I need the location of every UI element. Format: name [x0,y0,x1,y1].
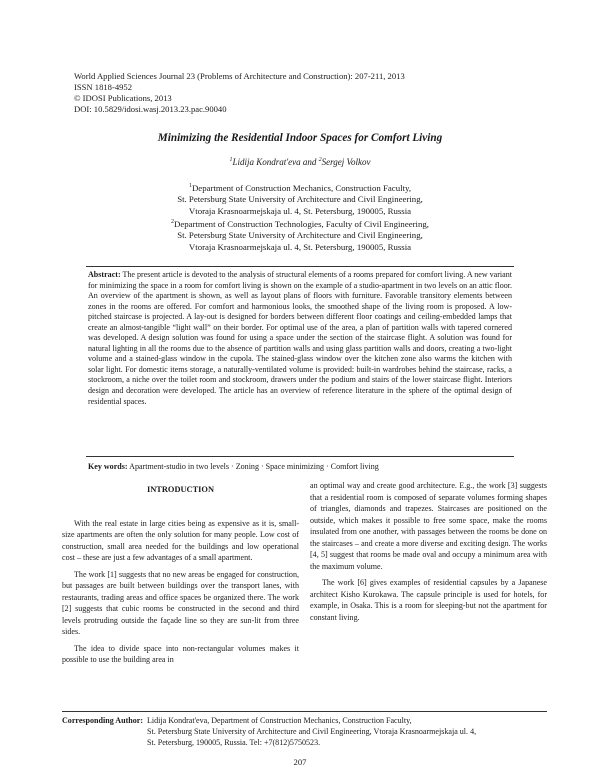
left-column [62,480,299,666]
affil1-dept: Department of Construction Mechanics, Construction Faculty, [191,182,412,193]
author2-name: Sergej Volkov [321,157,371,167]
journal-copyright: © IDOSI Publications, 2013 [74,93,172,103]
journal-citation: World Applied Sciences Journal 23 (Problems of Architecture and Construction): 207-211, 2013 [74,71,405,81]
right-column [310,480,547,623]
intro-paragraph-3: The idea to divide space into non-rectangular volumes makes it possible to use the building area in [62,643,299,664]
intro-heading: INTRODUCTION [146,485,214,494]
abstract-text: The present article is devoted to the analysis of structural elements of a rooms prepared for comfort living. A new variant for minimizing the space in a room for comfort living is shown on the example of a studio-apartment in two levels on an attic floor. An overview of the apartment is shown, as well as layout plans of floors with furniture. Favorable transitory elements between zones in the rooms are offered. For comfort and harmonious looks, the smoothed shape of the living room is proposed. A low-pitched staircase is projected. A lay-out is designed for borders between different floor coatings and ceiling-embedded lamps that create an almost-tangible “light wall” on their border. For optimal use of the area, a plan of partition walls with tapered cornered was developed. A design solution was found for using a space under the section of the staircase flight. A solution was found for natural lighting in all the rooms due to the absence of partition walls and using glass partition walls and doors, creating a two-light volume and a stained-glass window in the cupola. The stained-glass window over the kitchen zone also warms the kitchen with solar light. For domestic items storage, a naturally-ventilated volume is provided: built-in wardrobes behind the staircase, racks, a stockroom, a niche over the toilet room and stockroom, drawers under the podium and stairs of the lower staircase flight. Interiors design and decoration were developed. The article has an overview of reference literature in the sphere of the optimal design of residential spaces. [88,270,512,406]
affil2-line2: St. Petersburg State University of Architecture and Civil Engineering, [177,230,423,241]
keywords [88,462,512,473]
intro-paragraph-5: The work [6] gives examples of residential capsules by a Japanese architect Kisho Kurokawa. The capsule principle is used for hotels, for example, in Osaka. This is a room for sleeping-but not the apartment for constant living. [310,578,547,622]
affil1-mark: 1 [188,183,192,189]
intro-paragraph-1: With the real estate in large cities being as expensive as it is, small-size apartments are often the only solution for many people. Low cost of construction, small area needed for the buildings and low operational cost – these are just a few advantages of a small apartment. [62,518,299,562]
abstract-top-rule [86,266,514,267]
affil1-line2: St. Petersburg State University of Architecture and Civil Engineering, [177,194,423,205]
corresponding-line1: Lidija Kondrat'eva, Department of Construction Mechanics, Construction Faculty, [147,716,412,725]
intro-paragraph-4: an optimal way and create good architecture. E.g., the work [3] suggests that a residential room is composed of separate volumes forming shapes of triangles, diamonds and trapezes. Staircases are positioned on the outside, which makes it possible to free some space, make the rooms insulated from one another, with passages between the rooms be done on the staircases – and create a more diverse and exciting design. The works [4, 5] suggest that rooms be made oval and occupy a minimum area with the maximum volume. [310,481,547,571]
author2-affil-mark: 2 [318,157,322,163]
journal-doi: DOI: 10.5829/idosi.wasj.2013.23.pac.90040 [74,104,227,114]
corresponding-line2: St. Petersburg State University of Architecture and Civil Engineering, Vtoraja Krasnoarmejskaja ul. 4, [147,726,477,736]
affil1-line1 [0,181,600,194]
footnote-rule [62,711,547,712]
keywords-text: Apartment-studio in two levels · Zoning · Space minimizing · Comfort living [127,462,379,471]
journal-header [74,71,544,115]
affiliations [0,181,600,253]
page-number: 207 [293,757,307,767]
affil2-dept: Department of Construction Technologies, Faculty of Civil Engineering, [173,219,429,230]
corresponding-author-label: Corresponding Author: [62,716,144,725]
affil1-line3: Vtoraja Krasnoarmejskaja ul. 4, St. Petersburg, 190005, Russia [188,205,412,216]
author1-affil-mark: 1 [229,157,233,163]
corresponding-line3: St. Petersburg, 190005, Russia. Tel: +7(812)5750523. [147,737,321,747]
affil2-line3: Vtoraja Krasnoarmejskaja ul. 4, St. Petersburg, 190005, Russia [188,241,412,252]
affil2-mark: 2 [170,219,174,226]
author1-name: Lidija Kondrat'eva and [232,157,319,167]
keywords-label: Key words: [88,462,128,471]
intro-paragraph-2: The work [1] suggests that no new areas be engaged for construction, but passages are built between buildings over the transport lanes, with restaurants, trading areas and office spaces be organized there. The work [2] suggests that cubic rooms be constructed in the second and third levels protruding outside the façade line so they are sun-lit from three sides. [62,569,299,636]
corresponding-author-details [147,716,547,748]
journal-issn: ISSN 1818-4952 [74,82,133,92]
author-line [0,157,600,167]
paper-title: Minimizing the Residential Indoor Spaces for Comfort Living [157,132,443,144]
affil2-line1 [0,217,600,230]
abstract-bottom-rule [86,456,514,457]
abstract [88,270,512,407]
abstract-label: Abstract: [88,270,121,279]
